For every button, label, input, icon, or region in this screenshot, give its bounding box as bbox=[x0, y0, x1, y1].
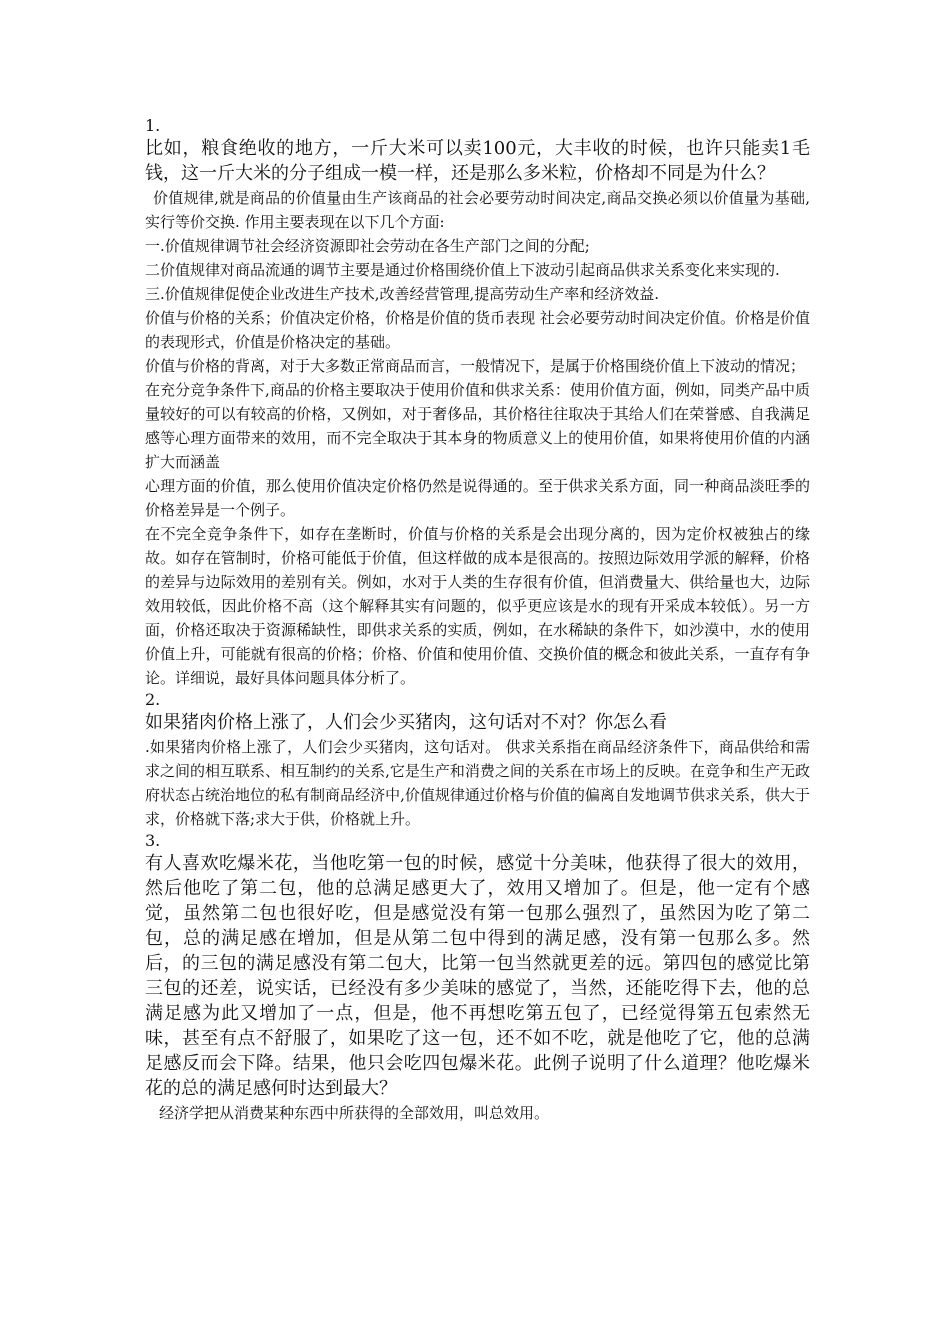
section-3 bbox=[145, 831, 810, 1125]
answer-paragraph: 价值规律,就是商品的价值量由生产该商品的社会必要劳动时间决定,商品交换必须以价值量为基础,实行等价交换. 作用主要表现在以下几个方面: bbox=[145, 189, 810, 231]
section-2 bbox=[145, 690, 810, 831]
answer-paragraph: 价值与价格的背离，对于大多数正常商品而言，一般情况下，是属于价格围绕价值上下波动的情况； bbox=[145, 357, 806, 375]
answer-paragraph: 二价值规律对商品流通的调节主要是通过价格围绕价值上下波动引起商品供求关系变化来实现的. bbox=[145, 261, 780, 279]
document-page bbox=[145, 116, 810, 1125]
question-text: 如果猪肉价格上涨了，人们会少买猪肉，这句话对不对？你怎么看 bbox=[145, 712, 667, 733]
section-number: 2. bbox=[145, 690, 161, 709]
question-text: 有人喜欢吃爆米花，当他吃第一包的时候，感觉十分美味，他获得了很大的效用，然后他吃了第二包，他的总满足感更大了，效用又增加了。但是，他一定有个感觉，虽然第二包也很好吃，但是感觉没有第一包那么强烈了，虽然因为吃了第二包，总的满足感在增加，但是从第二包中得到的满足感，没有第一包那么多。然后，的三包的满足感没有第二包大，比第一包当然就更差的远。第四包的感觉比第三包的还差，说实话，已经没有多少美味的感觉了，当然，还能吃得下去，他的总满足感为此又增加了一点，但是，他不再想吃第五包了，已经觉得第五包索然无味，甚至有点不舒服了，如果吃了这一包，还不如不吃，就是他吃了它，他的总满足感反而会下降。结果，他只会吃四包爆米花。此例子说明了什么道理？他吃爆米花的总的满足感何时达到最大？ bbox=[145, 853, 810, 1099]
answer-paragraph: 在不完全竞争条件下，如存在垄断时，价值与价格的关系是会出现分离的，因为定价权被独占的缘故。如存在管制时，价格可能低于价值，但这样做的成本是很高的。按照边际效用学派的解释，价格的差异与边际效用的差别有关。例如，水对于人类的生存很有价值，但消费量大、供给量也大，边际效用较低，因此价格不高（这个解释其实有问题的，似乎更应该是水的现有开采成本较低）。另一方面，价格还取决于资源稀缺性，即供求关系的实质，例如，在水稀缺的条件下，如沙漠中，水的使用价值上升，可能就有很高的价格；价格、价值和使用价值、交换价值的概念和彼此关系，一直存有争论。详细说，最好具体问题具体分析了。 bbox=[145, 525, 810, 687]
answer-paragraph: 价值与价格的关系；价值决定价格，价格是价值的货币表现 社会必要劳动时间决定价值。价格是价值的表现形式，价值是价格决定的基础。 bbox=[145, 309, 810, 351]
answer-paragraph: 心理方面的价值，那么使用价值决定价格仍然是说得通的。至于供求关系方面，同一种商品淡旺季的价格差异是一个例子。 bbox=[145, 477, 810, 519]
section-number: 3. bbox=[145, 831, 161, 850]
answer-paragraph: 一.价值规律调节社会经济资源即社会劳动在各生产部门之间的分配; bbox=[145, 237, 590, 255]
question-text: 比如，粮食绝收的地方，一斤大米可以卖100元，大丰收的时候，也许只能卖1毛钱，这一斤大米的分子组成一模一样，还是那么多米粒，价格却不同是为什么？ bbox=[145, 138, 810, 184]
answer-paragraph: 三.价值规律促使企业改进生产技术,改善经营管理,提高劳动生产率和经济效益. bbox=[145, 285, 660, 303]
answer-paragraph: 经济学把从消费某种东西中所获得的全部效用，叫总效用。 bbox=[159, 1104, 550, 1122]
section-1 bbox=[145, 116, 810, 690]
answer-paragraph: 在充分竞争条件下,商品的价格主要取决于使用价值和供求关系：使用价值方面，例如，同类产品中质量较好的可以有较高的价格，又例如，对于奢侈品，其价格往往取决于其给人们在荣誉感、自我满足感等心理方面带来的效用，而不完全取决于其本身的物质意义上的使用价值，如果将使用价值的内涵扩大而涵盖 bbox=[145, 381, 810, 471]
section-number: 1. bbox=[145, 116, 161, 135]
answer-paragraph: .如果猪肉价格上涨了，人们会少买猪肉，这句话对。 供求关系指在商品经济条件下，商品供给和需求之间的相互联系、相互制约的关系,它是生产和消费之间的关系在市场上的反映。在竞争和生产无政府状态占统治地位的私有制商品经济中,价值规律通过价格与价值的偏离自发地调节供求关系，供大于求，价格就下落;求大于供，价格就上升。 bbox=[145, 738, 810, 828]
